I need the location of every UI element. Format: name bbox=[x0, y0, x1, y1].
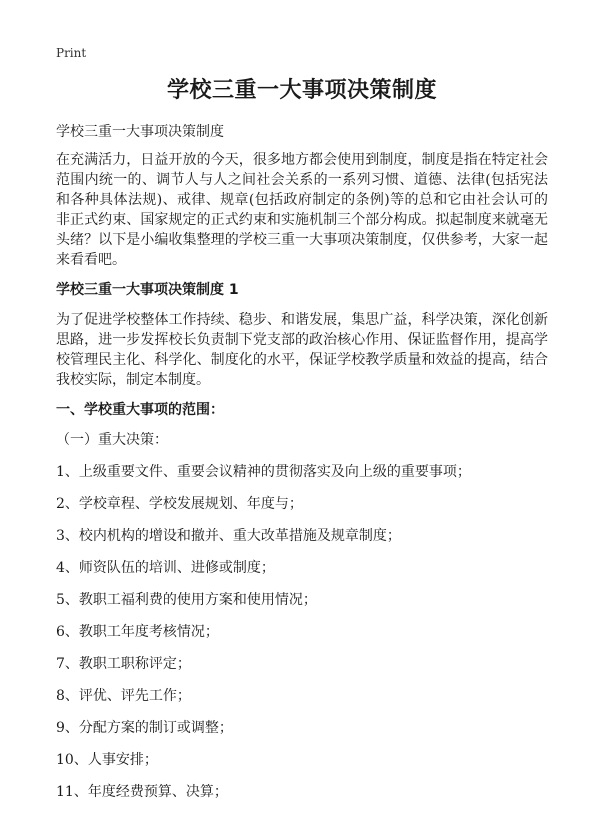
sub-heading: （一）重大决策： bbox=[56, 432, 168, 448]
list-item: 11、年度经费预算、决算； bbox=[56, 784, 228, 800]
print-label: Print bbox=[56, 46, 87, 60]
list-item: 4、师资队伍的培训、进修或制度； bbox=[56, 560, 275, 576]
list-item: 5、教职工福利费的使用方案和使用情况； bbox=[56, 592, 317, 608]
document-subtitle: 学校三重一大事项决策制度 bbox=[56, 124, 224, 140]
list-item: 7、教职工职称评定； bbox=[56, 656, 191, 672]
intro-paragraph: 在充满活力，日益开放的今天，很多地方都会使用到制度，制度是指在特定社会范围内统一的、调节人与人之间社会关系的一系列习惯、道德、法律(包括宪法和各种具体法规)、戒律、规章(包括政府制定的条例)等的总和它由社会认可的非正式约束、国家规定的正式约束和实施机制三个部分构成。拟起制度来就毫无头绪？以下是小编收集整理的学校三重一大事项决策制度，仅供参考，大家一起来看看吧。 bbox=[56, 152, 548, 268]
scope-heading: 一、学校重大事项的范围： bbox=[56, 402, 224, 418]
section-paragraph: 为了促进学校整体工作持续、稳步、和谐发展，集思广益，科学决策，深化创新思路，进一步发挥校长负责制下党支部的政治核心作用、保证监督作用，提高学校管理民主化、科学化、制度化的水平，保证学校教学质量和效益的提高，结合我校实际，制定本制度。 bbox=[56, 312, 548, 388]
decision-list bbox=[56, 462, 548, 802]
document-title: 学校三重一大事项决策制度 bbox=[166, 78, 437, 103]
list-item: 2、学校章程、学校发展规划、年度与； bbox=[56, 496, 303, 512]
list-item: 10、人事安排； bbox=[56, 752, 158, 768]
document-body bbox=[56, 76, 548, 814]
list-item: 8、评优、评先工作； bbox=[56, 688, 191, 704]
list-item: 3、校内机构的增设和撤并、重大改革措施及规章制度； bbox=[56, 528, 401, 544]
list-item: 9、分配方案的制订或调整； bbox=[56, 720, 233, 736]
list-item: 1、上级重要文件、重要会议精神的贯彻落实及向上级的重要事项； bbox=[56, 464, 471, 480]
section-heading: 学校三重一大事项决策制度 1 bbox=[56, 282, 239, 298]
list-item: 6、教职工年度考核情况； bbox=[56, 624, 219, 640]
